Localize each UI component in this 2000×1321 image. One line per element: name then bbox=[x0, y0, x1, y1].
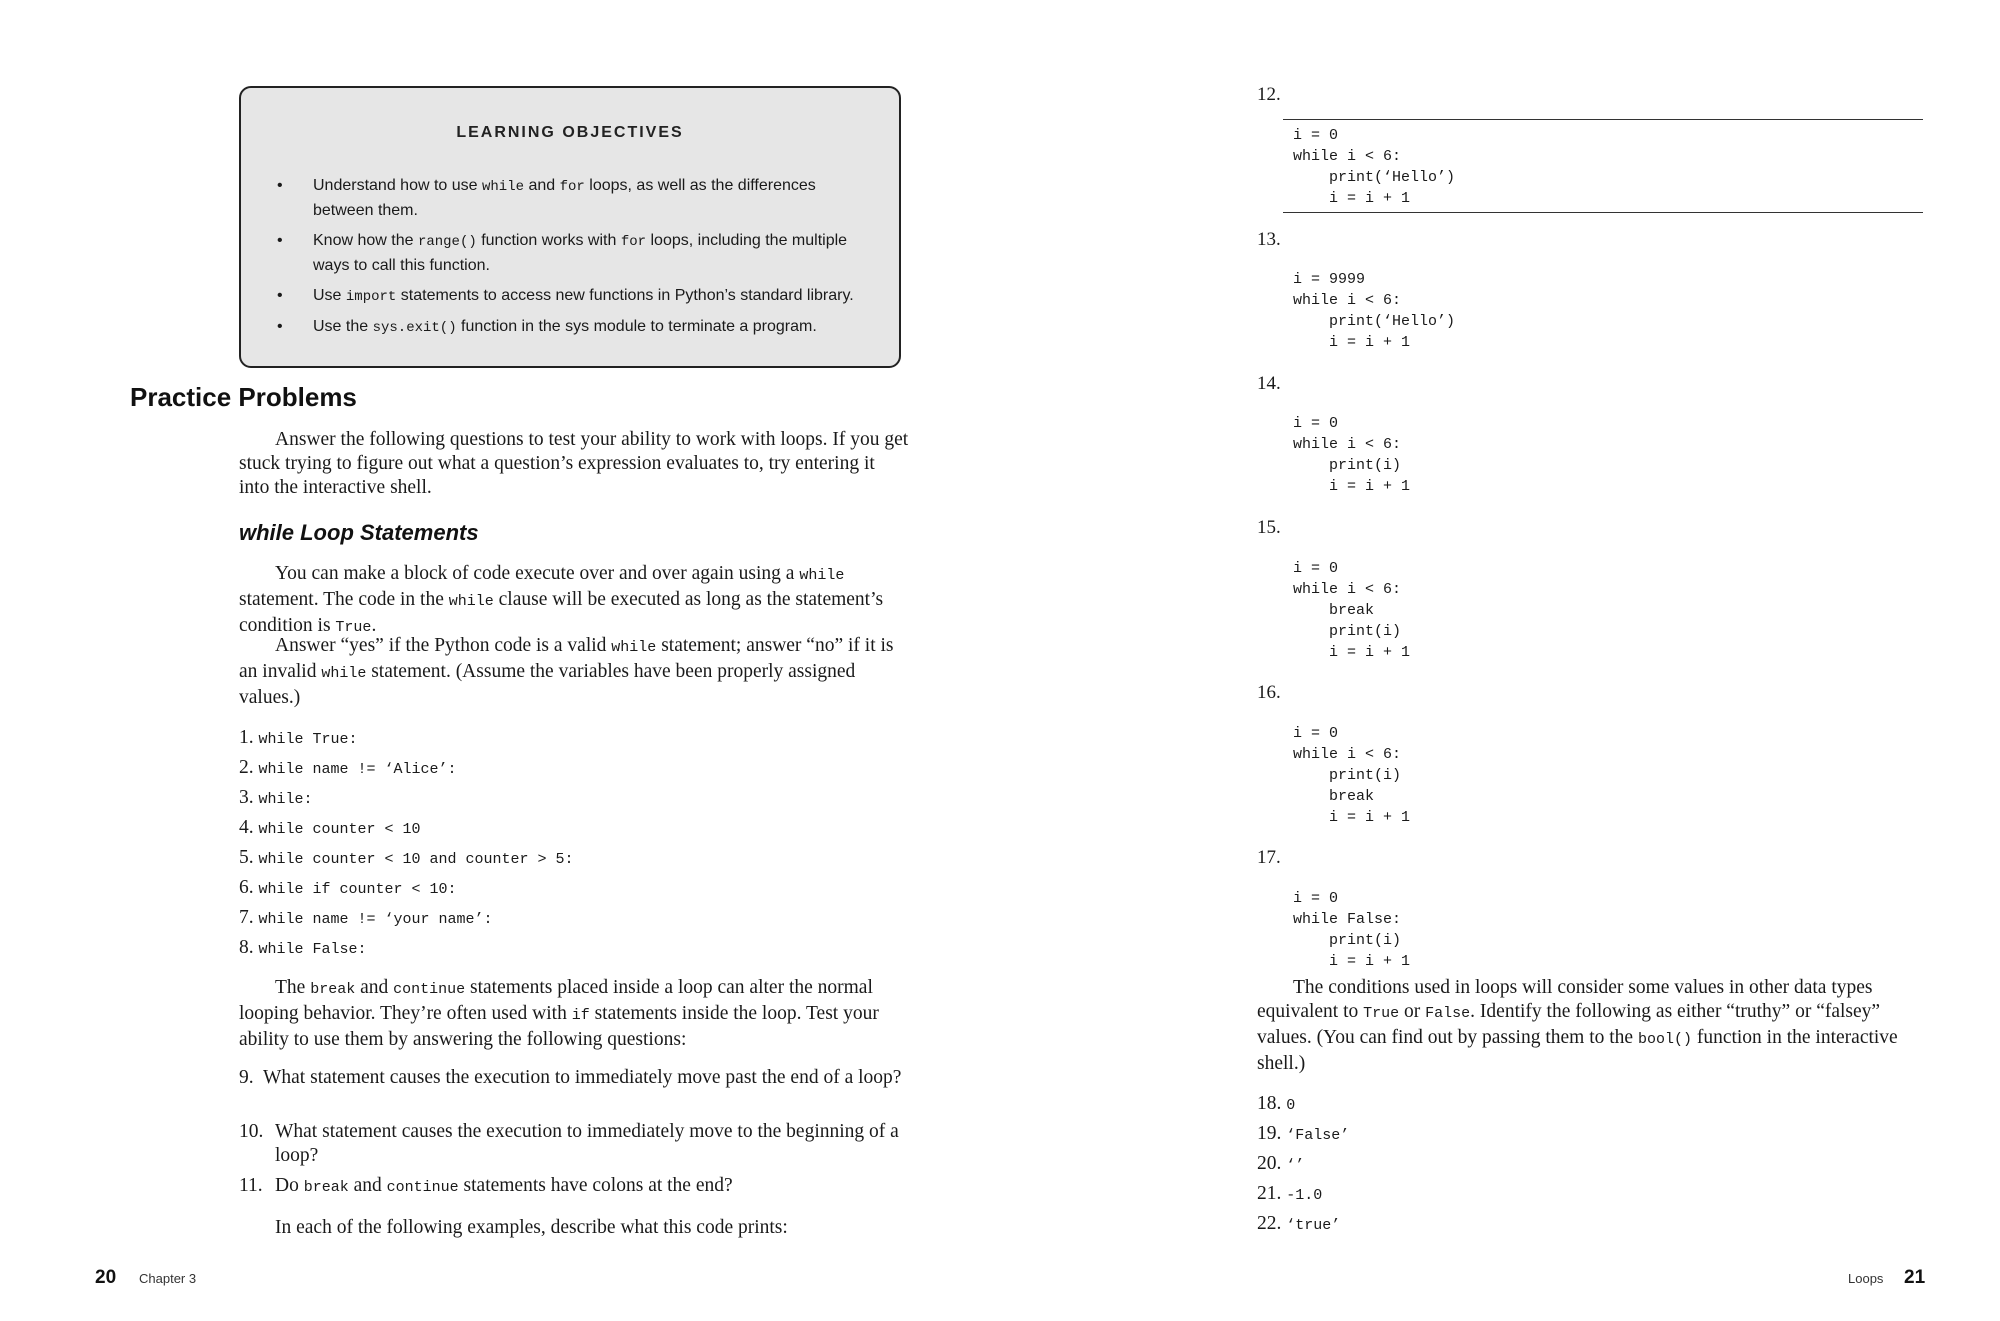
text: statements placed inside a loop can alter the normal looping behavior. They’re often used with bbox=[239, 977, 873, 1024]
objective-code: range() bbox=[417, 234, 477, 250]
objective-text: statements to access new functions in Python’s standard library. bbox=[396, 287, 854, 304]
question-number: 21. bbox=[1257, 1183, 1282, 1204]
inline-code: while bbox=[611, 639, 657, 656]
objective-code: for bbox=[620, 234, 647, 250]
question-2 bbox=[239, 756, 457, 782]
truthy-item-19 bbox=[1257, 1122, 1349, 1148]
section-label: Loops bbox=[1848, 1271, 1884, 1286]
text: statements inside the loop. Test your ability to use them by answering the following questions: bbox=[239, 1003, 879, 1050]
code-rule-bottom bbox=[1283, 212, 1923, 213]
objective-text: Know how the bbox=[313, 232, 418, 249]
question-number: 8. bbox=[239, 937, 254, 958]
inline-code: False bbox=[1425, 1005, 1471, 1022]
question-code: ‘False’ bbox=[1286, 1127, 1350, 1144]
question-number: 22. bbox=[1257, 1213, 1282, 1234]
inline-code: True bbox=[335, 619, 372, 636]
text: statement; answer “no” if it is an invalid bbox=[239, 635, 894, 682]
inline-code: while bbox=[321, 665, 367, 682]
example-number-14: 14. bbox=[1257, 373, 1281, 394]
text: Do bbox=[275, 1175, 304, 1196]
while-loop-heading: while Loop Statements bbox=[239, 520, 479, 545]
question-code: while True: bbox=[258, 731, 358, 748]
objective-text: loops, as well as the differences between them. bbox=[313, 177, 816, 219]
example-number-13: 13. bbox=[1257, 229, 1281, 250]
objective-text: function works with bbox=[476, 232, 621, 249]
text: The conditions used in loops will consider some values in other data types equivalent to bbox=[1257, 977, 1873, 1022]
question-3 bbox=[239, 786, 313, 812]
objective-code: import bbox=[345, 289, 397, 305]
objective-code: for bbox=[559, 179, 585, 195]
while-intro-paragraph bbox=[239, 562, 911, 640]
inline-code: continue bbox=[393, 981, 466, 998]
question-5 bbox=[239, 846, 574, 872]
inline-code: break bbox=[310, 981, 356, 998]
code-rule-top bbox=[1283, 119, 1923, 120]
inline-code: break bbox=[303, 1179, 349, 1196]
objective-item bbox=[273, 174, 873, 223]
example-number-15: 15. bbox=[1257, 517, 1281, 538]
question-number: 1. bbox=[239, 727, 254, 748]
question-number: 4. bbox=[239, 817, 254, 838]
question-code: while name != ‘Alice’: bbox=[258, 761, 457, 778]
objective-text: Use the bbox=[313, 318, 373, 335]
inline-code: if bbox=[571, 1007, 590, 1024]
objective-text: loops, including the multiple ways to call this function. bbox=[313, 232, 848, 274]
question-7 bbox=[239, 906, 493, 932]
text: and bbox=[348, 1175, 387, 1196]
page-number-left: 20 bbox=[95, 1267, 117, 1288]
question-8 bbox=[239, 936, 367, 962]
page-number-right: 21 bbox=[1904, 1267, 1926, 1288]
examples-intro: In each of the following examples, describe what this code prints: bbox=[275, 1217, 788, 1238]
inline-code: while bbox=[448, 593, 494, 610]
objective-text: function in the sys module to terminate a program. bbox=[456, 318, 817, 335]
practice-problems-heading: Practice Problems bbox=[130, 382, 357, 412]
question-code: while name != ‘your name’: bbox=[258, 911, 493, 928]
code-example-17: i = 0 while False: print(i) i = i + 1 bbox=[1293, 890, 1411, 970]
question-code: -1.0 bbox=[1286, 1187, 1323, 1204]
question-6 bbox=[239, 876, 457, 902]
question-code: 0 bbox=[1286, 1097, 1296, 1114]
text: statement. The code in the bbox=[239, 589, 449, 610]
question-code: while counter < 10 bbox=[258, 821, 421, 838]
truthy-item-22 bbox=[1257, 1212, 1340, 1238]
chapter-label: Chapter 3 bbox=[139, 1271, 197, 1286]
objective-item bbox=[273, 229, 873, 278]
objectives-title: LEARNING OBJECTIVES bbox=[456, 124, 684, 141]
text: or bbox=[1399, 1001, 1426, 1022]
example-number-17: 17. bbox=[1257, 847, 1281, 868]
bullet-icon: • bbox=[277, 318, 283, 335]
question-text: What statement causes the execution to immediately move past the end of a loop? bbox=[263, 1067, 902, 1088]
question-number: 6. bbox=[239, 877, 254, 898]
question-number: 9. bbox=[239, 1067, 254, 1088]
question-code: ‘true’ bbox=[1286, 1217, 1341, 1234]
truthy-item-21 bbox=[1257, 1182, 1322, 1208]
question-10 bbox=[239, 1120, 919, 1168]
objective-item bbox=[273, 315, 873, 340]
question-4 bbox=[239, 816, 421, 842]
objective-text: Use bbox=[313, 287, 346, 304]
text: The bbox=[275, 977, 311, 998]
text: clause will be executed as long as the statement’s condition is bbox=[239, 589, 884, 636]
code-example-13: i = 9999 while i < 6: print(‘Hello’) i = i + 1 bbox=[1293, 271, 1456, 351]
example-number-16: 16. bbox=[1257, 682, 1281, 703]
inline-code: bool() bbox=[1637, 1031, 1692, 1048]
text: and bbox=[355, 977, 394, 998]
bullet-icon: • bbox=[277, 177, 283, 194]
question-code: while counter < 10 and counter > 5: bbox=[258, 851, 574, 868]
bullet-icon: • bbox=[277, 287, 283, 304]
code-example-14: i = 0 while i < 6: print(i) i = i + 1 bbox=[1293, 415, 1411, 495]
truthy-falsey-paragraph bbox=[1257, 976, 1927, 1076]
code-example-12: i = 0 while i < 6: print(‘Hello’) i = i + 1 bbox=[1293, 127, 1456, 207]
objectives-list bbox=[273, 174, 873, 346]
text: You can make a block of code execute over and over again using a bbox=[275, 563, 800, 584]
objective-text: and bbox=[524, 177, 560, 194]
objective-item bbox=[273, 284, 873, 309]
question-9 bbox=[239, 1066, 919, 1090]
code-example-15: i = 0 while i < 6: break print(i) i = i + 1 bbox=[1293, 560, 1411, 661]
question-number: 18. bbox=[1257, 1093, 1282, 1114]
truthy-item-20 bbox=[1257, 1152, 1304, 1178]
question-number: 5. bbox=[239, 847, 254, 868]
question-code: while: bbox=[258, 791, 313, 808]
text: . bbox=[371, 615, 377, 636]
inline-code: True bbox=[1363, 1005, 1400, 1022]
question-number: 19. bbox=[1257, 1123, 1282, 1144]
question-number: 7. bbox=[239, 907, 254, 928]
question-number: 11. bbox=[239, 1175, 263, 1196]
objective-code: while bbox=[482, 179, 525, 195]
text: function in the interactive shell.) bbox=[1257, 1027, 1898, 1074]
inline-code: while bbox=[799, 567, 845, 584]
example-number-12: 12. bbox=[1257, 84, 1281, 105]
text: statements have colons at the end? bbox=[458, 1175, 733, 1196]
question-11 bbox=[239, 1174, 919, 1200]
while-instructions-paragraph bbox=[239, 634, 911, 710]
question-1 bbox=[239, 726, 358, 752]
question-code: ‘’ bbox=[1286, 1157, 1305, 1174]
objective-code: sys.exit() bbox=[372, 320, 457, 336]
question-number: 10. bbox=[239, 1121, 264, 1142]
question-number: 2. bbox=[239, 757, 254, 778]
learning-objectives-box bbox=[239, 86, 901, 368]
truthy-item-18 bbox=[1257, 1092, 1295, 1118]
break-continue-paragraph bbox=[239, 976, 911, 1052]
question-text: What statement causes the execution to immediately move to the beginning of a loop? bbox=[275, 1121, 899, 1166]
code-example-16: i = 0 while i < 6: print(i) break i = i + 1 bbox=[1293, 725, 1411, 826]
question-number: 3. bbox=[239, 787, 254, 808]
practice-intro: Answer the following questions to test your ability to work with loops. If you get stuck trying to figure out what a question’s expression evaluates to, try entering it into the interactive shell. bbox=[239, 429, 909, 498]
objective-text: Understand how to use bbox=[313, 177, 482, 194]
question-code: while False: bbox=[258, 941, 367, 958]
question-code: while if counter < 10: bbox=[258, 881, 457, 898]
text: . Identify the following as either “truthy” or “falsey” values. (You can find out by passing them to the bbox=[1257, 1001, 1881, 1048]
question-number: 20. bbox=[1257, 1153, 1282, 1174]
inline-code: continue bbox=[386, 1179, 459, 1196]
text: Answer “yes” if the Python code is a valid bbox=[275, 635, 612, 656]
bullet-icon: • bbox=[277, 232, 283, 249]
text: statement. (Assume the variables have been properly assigned values.) bbox=[239, 661, 856, 708]
